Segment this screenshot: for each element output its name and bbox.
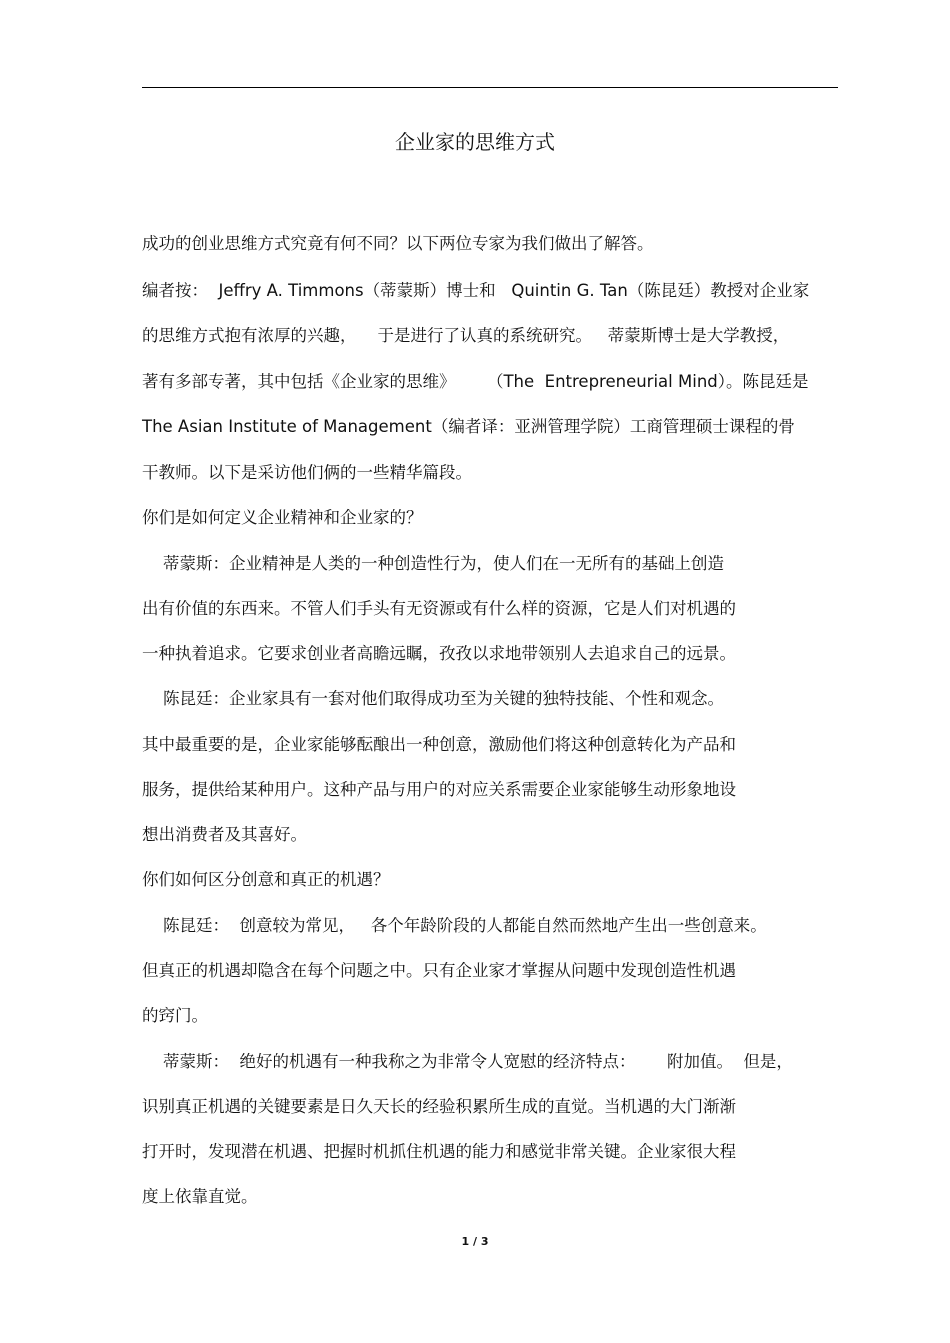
body-line: The Asian Institute of Management（编者译：亚洲管理学院）工商管理硕士课程的骨 [142,417,795,436]
body-line: 打开时，发现潜在机遇、把握时机抓住机遇的能力和感觉非常关键。企业家很大程 [142,1142,736,1161]
body-line: 陈昆廷： 创意较为常见， 各个年龄阶段的人都能自然而然地产生出一些创意来。 [142,916,767,935]
body-line: 一种执着追求。它要求创业者高瞻远瞩，孜孜以求地带领别人去追求自己的远景。 [142,644,736,663]
body-line: 但真正的机遇却隐含在每个问题之中。只有企业家才掌握从问题中发现创造性机遇 [142,961,736,980]
body-line: 想出消费者及其喜好。 [142,825,307,844]
body-line: 蒂蒙斯：企业精神是人类的一种创造性行为，使人们在一无所有的基础上创造 [142,554,724,573]
body-line: 度上依靠直觉。 [142,1187,258,1206]
body-line: 干教师。以下是采访他们俩的一些精华篇段。 [142,463,472,482]
body-line: 编者按： Jeffry A. Timmons（蒂蒙斯）博士和 Quintin G. Tan（陈昆廷）教授对企业家 [142,281,810,300]
body-line: 你们如何区分创意和真正的机遇？ [142,870,390,889]
body-line: 服务，提供给某种用户。这种产品与用户的对应关系需要企业家能够生动形象地设 [142,780,736,799]
body-line: 其中最重要的是，企业家能够酝酿出一种创意，激励他们将这种创意转化为产品和 [142,735,736,754]
body-line: 成功的创业思维方式究竟有何不同？以下两位专家为我们做出了解答。 [142,234,654,253]
body-line: 著有多部专著，其中包括《企业家的思维》 （The Entrepreneurial Mind）。陈昆廷是 [142,372,809,391]
body-line: 蒂蒙斯： 绝好的机遇有一种我称之为非常令人宽慰的经济特点： 附加值。 但是， [142,1052,793,1071]
document-title: 企业家的思维方式 [395,130,555,154]
body-line: 陈昆廷：企业家具有一套对他们取得成功至为关键的独特技能、个性和观念。 [142,689,724,708]
page-number: 1 / 3 [461,1235,489,1248]
body-line: 你们是如何定义企业精神和企业家的？ [142,508,423,527]
body-line: 出有价值的东西来。不管人们手头有无资源或有什么样的资源，它是人们对机遇的 [142,599,736,618]
body-line: 的思维方式抱有浓厚的兴趣， 于是进行了认真的系统研究。 蒂蒙斯博士是大学教授， [142,326,790,345]
body-line: 的窍门。 [142,1006,208,1025]
header-rule [142,87,838,88]
body-line: 识别真正机遇的关键要素是日久天长的经验积累所生成的直觉。当机遇的大门渐渐 [142,1097,736,1116]
